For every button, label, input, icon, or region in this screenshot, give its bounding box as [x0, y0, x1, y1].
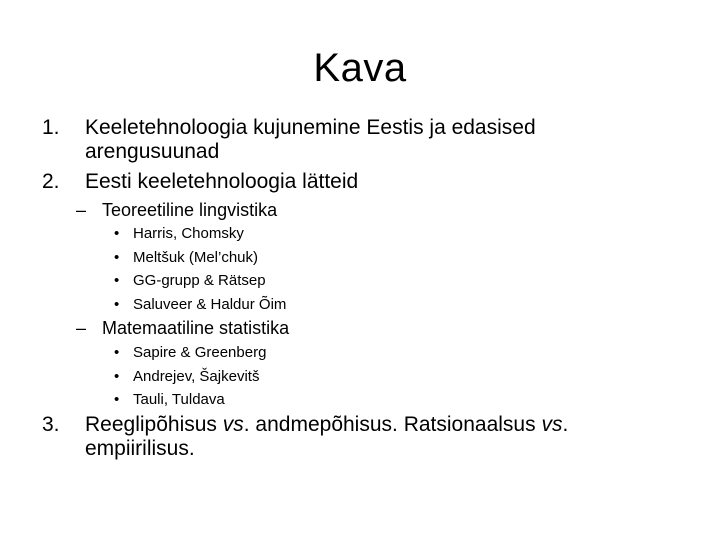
item-text: Eesti keeletehnoloogia lätteid — [85, 170, 359, 193]
item-text-part: . — [562, 413, 569, 436]
list-item-text: Meltšuk (Mel’chuk) — [133, 249, 259, 266]
item-text-italic-vs: vs — [222, 413, 244, 436]
item-text-part: . andmepõhisus. Ratsionaalsus — [243, 413, 542, 436]
bullet-marker: • — [114, 344, 120, 361]
bullet-marker: • — [114, 249, 120, 266]
sub-item-text: Teoreetiline lingvistika — [102, 200, 278, 220]
bullet-marker: • — [114, 368, 120, 385]
list-item-text: Tauli, Tuldava — [133, 391, 225, 408]
item-text: empiirilisus. — [85, 437, 195, 460]
list-item-text: Andrejev, Šajkevitš — [133, 368, 260, 385]
item-text-part: Reeglipõhisus — [85, 413, 223, 436]
bullet-marker: • — [114, 272, 120, 289]
item-number: 3. — [42, 413, 60, 436]
item-number: 2. — [42, 170, 60, 193]
item-number: 1. — [42, 116, 60, 139]
item-text: arengusuunad — [85, 140, 220, 163]
list-item-text: GG-grupp & Rätsep — [133, 272, 266, 289]
list-item-text: Sapire & Greenberg — [133, 344, 267, 361]
dash-marker: – — [76, 200, 87, 220]
item-text — [85, 413, 695, 437]
dash-marker: – — [76, 318, 87, 338]
item-text-italic-vs: vs — [541, 413, 563, 436]
slide-title: Kava — [313, 46, 407, 90]
item-text: Keeletehnoloogia kujunemine Eestis ja edasised — [85, 116, 536, 139]
bullet-marker: • — [114, 391, 120, 408]
list-item-text: Saluveer & Haldur Õim — [133, 296, 287, 313]
bullet-marker: • — [114, 225, 120, 242]
bullet-marker: • — [114, 296, 120, 313]
list-item-text: Harris, Chomsky — [133, 225, 244, 242]
sub-item-text: Matemaatiline statistika — [102, 318, 290, 338]
